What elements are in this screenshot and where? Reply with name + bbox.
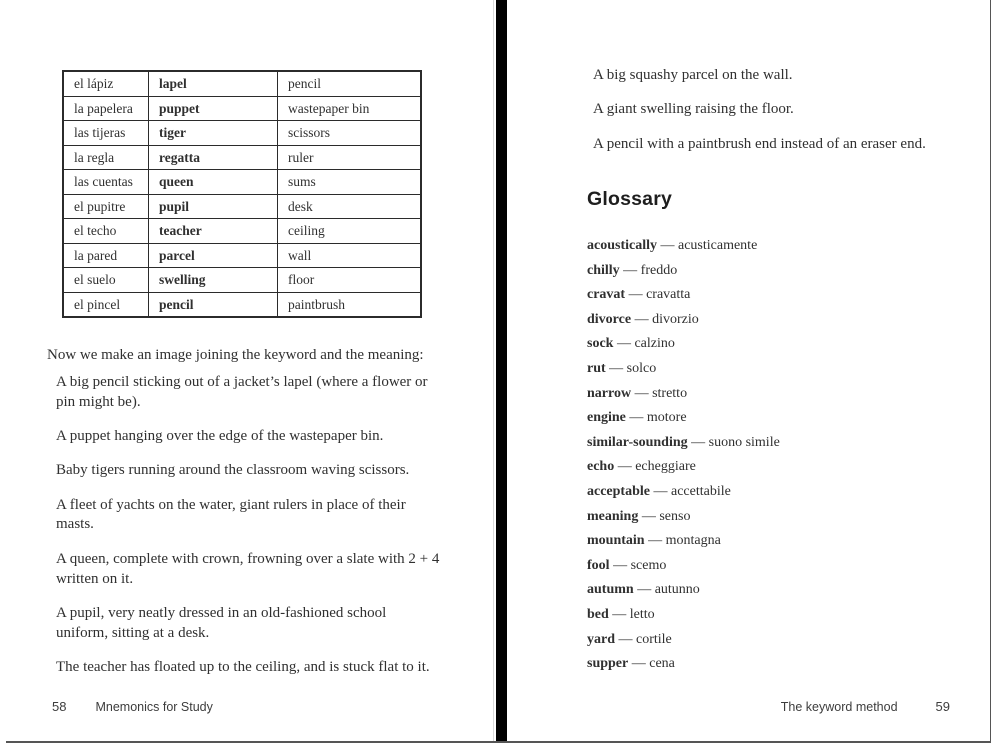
- glossary-translation: motore: [646, 410, 687, 426]
- mnemonic-item: A puppet hanging over the edge of the wastepaper bin.: [56, 428, 384, 445]
- glossary-term: yard: [587, 631, 615, 647]
- glossary-translation: accettabile: [670, 483, 731, 499]
- cell-keyword: lapel: [149, 71, 278, 96]
- glossary-dash: —: [634, 311, 649, 327]
- glossary-heading: Glossary: [587, 188, 673, 210]
- glossary-dash: —: [628, 287, 643, 303]
- footer-right: [781, 699, 950, 714]
- glossary-dash: —: [617, 459, 632, 475]
- cell-keyword: pencil: [149, 292, 278, 317]
- glossary-term: similar-sounding: [587, 434, 688, 450]
- glossary-translation: letto: [629, 606, 655, 622]
- window-border-bottom: [6, 741, 991, 743]
- glossary-translation: senso: [659, 508, 691, 524]
- glossary-translation: stretto: [652, 385, 688, 401]
- glossary-term: divorce: [587, 311, 632, 327]
- glossary-dash: —: [613, 557, 628, 573]
- glossary-entry: [587, 529, 987, 554]
- vocab-table: [62, 70, 422, 318]
- glossary-entry: [587, 382, 987, 407]
- glossary-term: engine: [587, 410, 626, 426]
- glossary-dash: —: [648, 533, 663, 549]
- table-row: [63, 268, 421, 293]
- mnemonic-image-list-right: [593, 66, 973, 169]
- table-row: [63, 145, 421, 170]
- glossary-dash: —: [612, 606, 627, 622]
- glossary-dash: —: [631, 656, 646, 672]
- glossary-translation: cravatta: [646, 287, 691, 303]
- cell-spanish-word: las tijeras: [63, 121, 149, 146]
- cell-keyword: puppet: [149, 96, 278, 121]
- glossary-entry: [587, 234, 987, 259]
- glossary-dash: —: [653, 483, 668, 499]
- glossary-term: autumn: [587, 582, 634, 598]
- page-right: [507, 0, 990, 741]
- cell-spanish-word: la pared: [63, 243, 149, 268]
- glossary-term: fool: [587, 557, 610, 573]
- mnemonic-item: A pencil with a paintbrush end instead of an eraser end.: [593, 135, 926, 152]
- book-title: Mnemonics for Study: [95, 700, 213, 714]
- page-number-right: 59: [935, 699, 950, 714]
- glossary-entry: [587, 308, 987, 333]
- mnemonic-image-list-left: [56, 373, 442, 692]
- glossary-term: cravat: [587, 287, 626, 303]
- table-row: [63, 194, 421, 219]
- glossary-term: echo: [587, 459, 615, 475]
- glossary-term: rut: [587, 360, 606, 376]
- table-row: [63, 170, 421, 195]
- cell-spanish-word: el suelo: [63, 268, 149, 293]
- glossary-entry: [587, 259, 987, 284]
- glossary-dash: —: [609, 360, 624, 376]
- glossary-translation: autunno: [654, 582, 700, 598]
- mnemonic-item: The teacher has floated up to the ceiling, and is stuck flat to it.: [56, 658, 430, 675]
- page-number-left: 58: [52, 699, 67, 714]
- glossary-translation: acusticamente: [678, 238, 758, 253]
- mnemonic-item: A big pencil sticking out of a jacket’s lapel (where a flower or pin might be).: [56, 374, 428, 410]
- glossary-entry: [587, 431, 987, 456]
- cell-spanish-word: el pupitre: [63, 194, 149, 219]
- table-row: [63, 292, 421, 317]
- mnemonic-item: A queen, complete with crown, frowning over a slate with 2 + 4 written on it.: [56, 550, 440, 587]
- mnemonic-item: A big squashy parcel on the wall.: [593, 67, 793, 83]
- table-row: [63, 121, 421, 146]
- glossary-entry: [587, 505, 987, 530]
- cell-meaning: floor: [278, 268, 422, 293]
- glossary-entry: [587, 357, 987, 382]
- glossary-translation: scemo: [630, 557, 667, 573]
- cell-spanish-word: las cuentas: [63, 170, 149, 195]
- glossary-dash: —: [616, 336, 631, 352]
- glossary-entry: [587, 578, 987, 603]
- cell-meaning: desk: [278, 194, 422, 219]
- glossary-translation: cena: [649, 656, 675, 672]
- cell-spanish-word: el pincel: [63, 292, 149, 317]
- table-row: [63, 71, 421, 96]
- cell-keyword: parcel: [149, 243, 278, 268]
- center-gutter-divider: [496, 0, 507, 741]
- mnemonic-item: A pupil, very neatly dressed in an old-fashioned school uniform, sitting at a desk.: [56, 604, 387, 641]
- cell-meaning: ceiling: [278, 219, 422, 244]
- cell-meaning: scissors: [278, 121, 422, 146]
- glossary-term: meaning: [587, 508, 639, 524]
- glossary-entry: [587, 603, 987, 628]
- glossary-list: [587, 234, 987, 677]
- mnemonic-item: Baby tigers running around the classroom waving scissors.: [56, 462, 410, 479]
- glossary-entry: [587, 652, 987, 677]
- cell-keyword: teacher: [149, 219, 278, 244]
- glossary-dash: —: [629, 410, 644, 426]
- glossary-translation: divorzio: [652, 311, 699, 327]
- glossary-entry: [587, 283, 987, 308]
- glossary-term: chilly: [587, 262, 620, 278]
- cell-spanish-word: el techo: [63, 219, 149, 244]
- glossary-translation: suono simile: [708, 434, 780, 450]
- cell-keyword: pupil: [149, 194, 278, 219]
- window-border-right: [990, 0, 991, 742]
- glossary-entry: [587, 554, 987, 579]
- glossary-entry: [587, 406, 987, 431]
- glossary-term: supper: [587, 656, 629, 672]
- table-row: [63, 243, 421, 268]
- cell-meaning: wastepaper bin: [278, 96, 422, 121]
- glossary-term: acceptable: [587, 483, 650, 499]
- glossary-dash: —: [623, 262, 638, 278]
- page-left: [0, 0, 493, 741]
- footer-left: [52, 699, 213, 714]
- glossary-dash: —: [618, 631, 633, 647]
- glossary-translation: solco: [626, 360, 657, 376]
- chapter-title: The keyword method: [780, 700, 898, 714]
- cell-keyword: queen: [149, 170, 278, 195]
- table-row: [63, 219, 421, 244]
- glossary-term: sock: [587, 336, 614, 352]
- glossary-translation: calzino: [634, 336, 675, 352]
- glossary-term: bed: [587, 606, 609, 622]
- glossary-term: mountain: [587, 533, 645, 549]
- cell-meaning: paintbrush: [278, 292, 422, 317]
- cell-spanish-word: la regla: [63, 145, 149, 170]
- glossary-entry: [587, 332, 987, 357]
- glossary-dash: —: [634, 385, 649, 401]
- glossary-term: narrow: [587, 385, 632, 401]
- cell-spanish-word: el lápiz: [63, 71, 149, 96]
- glossary-translation: freddo: [640, 262, 678, 278]
- mnemonic-item: A fleet of yachts on the water, giant rulers in place of their masts.: [56, 496, 406, 533]
- cell-keyword: tiger: [149, 121, 278, 146]
- glossary-translation: echeggiare: [635, 459, 696, 475]
- glossary-entry: [587, 455, 987, 480]
- cell-keyword: regatta: [149, 145, 278, 170]
- glossary-dash: —: [637, 582, 652, 598]
- cell-meaning: pencil: [278, 71, 422, 96]
- cell-meaning: ruler: [278, 145, 422, 170]
- table-row: [63, 96, 421, 121]
- cell-spanish-word: la papelera: [63, 96, 149, 121]
- mnemonic-item: A giant swelling raising the floor.: [593, 101, 794, 118]
- glossary-translation: montagna: [665, 533, 721, 549]
- cell-meaning: wall: [278, 243, 422, 268]
- cell-keyword: swelling: [149, 268, 278, 293]
- glossary-dash: —: [641, 508, 656, 524]
- glossary-translation: cortile: [636, 631, 672, 647]
- page-edge-shadow: [493, 0, 494, 741]
- glossary-dash: —: [691, 434, 706, 450]
- cell-meaning: sums: [278, 170, 422, 195]
- glossary-dash: —: [660, 238, 675, 253]
- glossary-entry: [587, 628, 987, 653]
- glossary-entry: [587, 480, 987, 505]
- glossary-term: acoustically: [587, 238, 657, 253]
- intro-paragraph: Now we make an image joining the keyword and the meaning:: [47, 347, 424, 363]
